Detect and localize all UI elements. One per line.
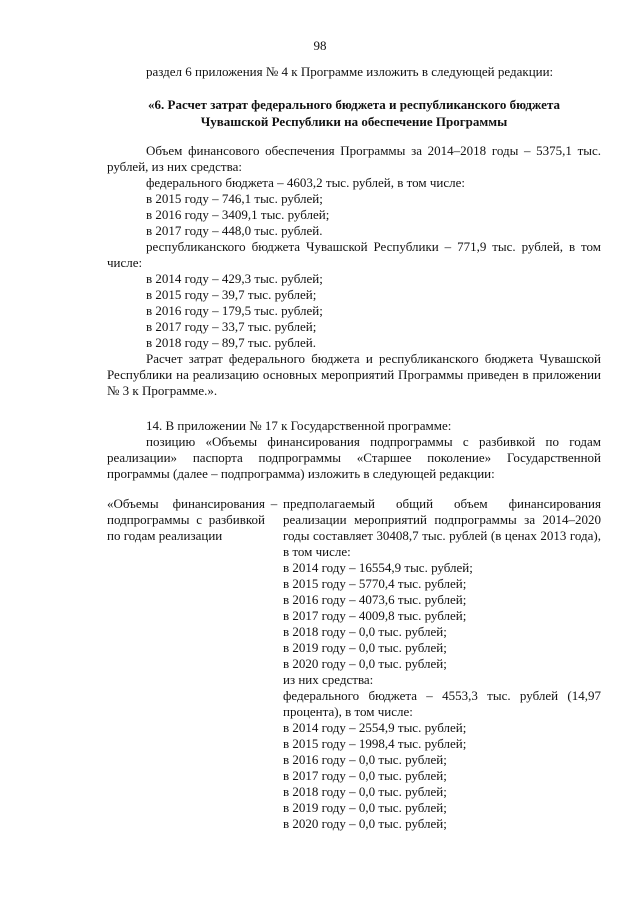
intro-block (107, 64, 601, 80)
list-item: в 2019 году – 0,0 тыс. рублей; (283, 800, 447, 815)
federal-years-list (107, 191, 601, 239)
section-body (107, 143, 601, 399)
list-item: в 2014 году – 429,3 тыс. рублей; (146, 271, 323, 286)
passport-total: предполагаемый общий объем финансирования реализации мероприятий подпрограммы за 2014–2020 годы составляет 30408,7 тыс. рублей (в ценах 2013 года), в том числе: (283, 496, 601, 559)
calculation-paragraph: Расчет затрат федерального бюджета и республиканского бюджета Чувашской Республики на реализацию основных мероприятий Программы приведен в приложении № 3 к Программе.». (107, 351, 601, 398)
list-item: в 2018 году – 89,7 тыс. рублей. (146, 335, 316, 350)
list-item: в 2018 году – 0,0 тыс. рублей; (283, 784, 447, 799)
list-item: в 2015 году – 1998,4 тыс. рублей; (283, 736, 467, 751)
list-item: в 2016 году – 0,0 тыс. рублей; (283, 752, 447, 767)
federal-budget-line: федерального бюджета – 4603,2 тыс. рублей, в том числе: (146, 175, 466, 190)
list-item: в 2015 году – 39,7 тыс. рублей; (146, 287, 317, 302)
republic-years-list (107, 271, 601, 351)
sources-line: из них средства: (283, 672, 374, 687)
list-item: в 2017 году – 0,0 тыс. рублей; (283, 768, 447, 783)
item-14-line: 14. В приложении № 17 к Государственной программе: (146, 418, 452, 433)
passport-content (283, 496, 601, 832)
section-heading (107, 96, 601, 130)
financing-paragraph: Объем финансового обеспечения Программы за 2014–2018 годы – 5375,1 тыс. рублей, из них средства: (107, 143, 601, 174)
item-14 (107, 418, 601, 482)
passport-label: «Объемы финансирования подпрограммы с разбивкой по годам реализации (107, 496, 265, 543)
list-item: в 2014 году – 2554,9 тыс. рублей; (283, 720, 467, 735)
list-item: в 2018 году – 0,0 тыс. рублей; (283, 624, 447, 639)
republic-budget-line: республиканского бюджета Чувашской Республики – 771,9 тыс. рублей, в том числе: (107, 239, 601, 270)
section-heading-line1: «6. Расчет затрат федерального бюджета и республиканского бюджета (148, 97, 560, 112)
list-item: в 2020 году – 0,0 тыс. рублей; (283, 816, 447, 831)
item-14-paragraph: позицию «Объемы финансирования подпрограммы с разбивкой по годам реализации» паспорта подпрограммы «Старшее поколение» Государственной программы (далее – подпрограмма) изложить в следующей редакции: (107, 434, 601, 481)
total-years-list (283, 560, 601, 672)
list-item: в 2015 году – 5770,4 тыс. рублей; (283, 576, 467, 591)
list-item: в 2019 году – 0,0 тыс. рублей; (283, 640, 447, 655)
list-item: в 2016 году – 4073,6 тыс. рублей; (283, 592, 467, 607)
list-item: в 2017 году – 4009,8 тыс. рублей; (283, 608, 467, 623)
list-item: в 2017 году – 448,0 тыс. рублей. (146, 223, 323, 238)
list-item: в 2014 году – 16554,9 тыс. рублей; (283, 560, 473, 575)
list-item: в 2016 году – 179,5 тыс. рублей; (146, 303, 323, 318)
list-item: в 2015 году – 746,1 тыс. рублей; (146, 191, 323, 206)
list-item: в 2020 году – 0,0 тыс. рублей; (283, 656, 447, 671)
list-item: в 2017 году – 33,7 тыс. рублей; (146, 319, 317, 334)
list-item: в 2016 году – 3409,1 тыс. рублей; (146, 207, 330, 222)
passport-federal-years-list (283, 720, 601, 832)
passport-dash: – (270, 496, 278, 511)
section-heading-line2: Чувашской Республики на обеспечение Программы (200, 114, 508, 129)
intro-line: раздел 6 приложения № 4 к Программе изложить в следующей редакции: (146, 64, 554, 79)
page-number: 98 (313, 38, 327, 53)
passport-federal: федерального бюджета – 4553,3 тыс. рублей (14,97 процента), в том числе: (283, 688, 601, 719)
